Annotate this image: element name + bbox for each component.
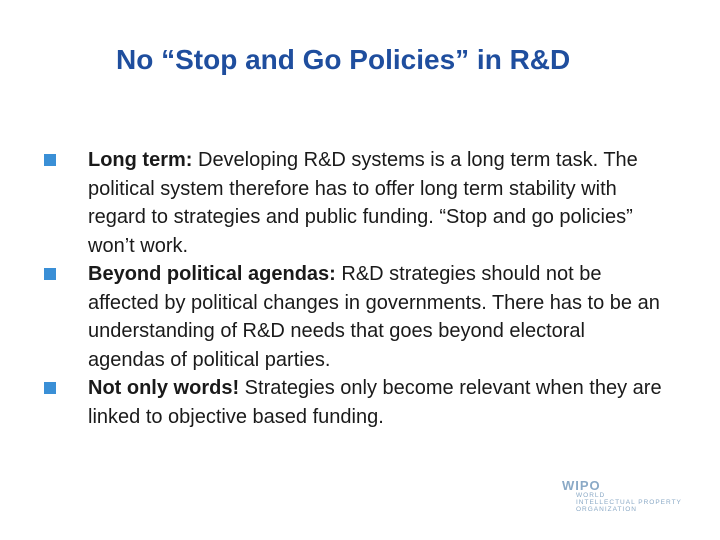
logo-line-organization: ORGANIZATION [576, 506, 637, 513]
bullet-text: R&D strategies should not be affected by political changes in governments. There has to be an understanding of R&D needs that goes beyond electoral agendas of political parties. [88, 263, 660, 371]
square-bullet-icon [44, 382, 56, 394]
logo-wordmark: WIPO [562, 478, 601, 493]
bullet-text: Strategies only become relevant when they are linked to objective based funding. [88, 377, 662, 428]
square-bullet-icon [44, 154, 56, 166]
bullet-item-long-term [44, 146, 664, 260]
square-bullet-icon [44, 268, 56, 280]
bullet-lead: Long term: [88, 149, 193, 171]
wipo-logo [560, 478, 710, 518]
slide-title: No “Stop and Go Policies” in R&D [116, 44, 571, 75]
bullet-item-not-only-words [44, 374, 664, 431]
bullet-item-political-agendas [44, 260, 664, 374]
bullet-text: Developing R&D systems is a long term task. The political system therefore has to offer long term stability with regard to strategies and public funding. “Stop and go policies” won’t work. [88, 149, 638, 257]
bullet-list [44, 146, 664, 431]
bullet-lead: Beyond political agendas: [88, 263, 336, 285]
logo-line-intellectual-property: INTELLECTUAL PROPERTY [576, 499, 682, 506]
bullet-lead: Not only words! [88, 377, 240, 399]
logo-line-world: WORLD [576, 492, 606, 499]
